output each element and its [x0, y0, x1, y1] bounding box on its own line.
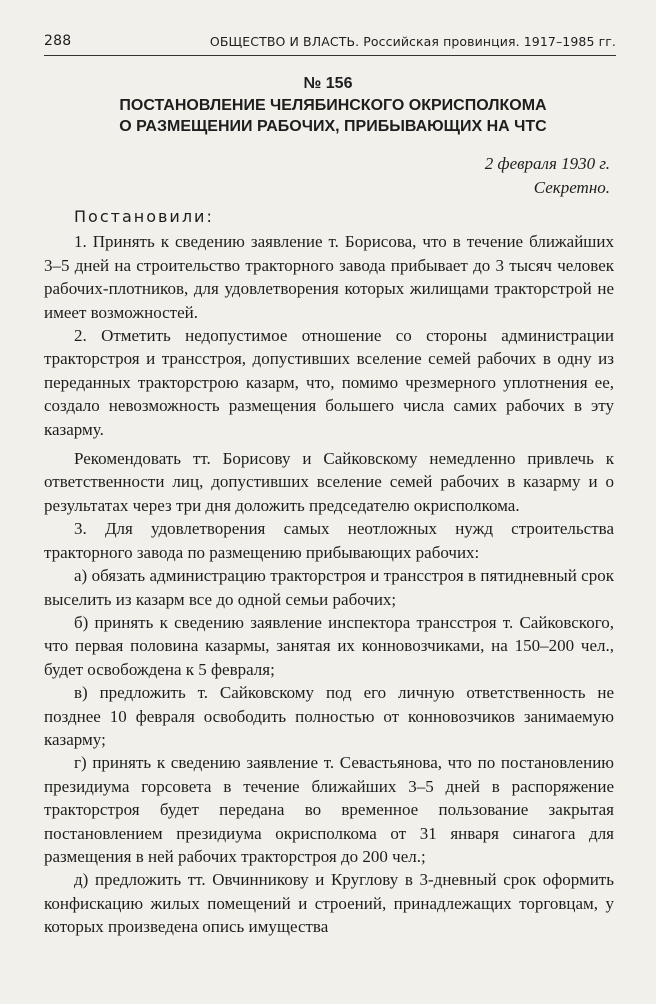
paragraph-9: д) предложить тт. Овчинникову и Круглову в 3-дневный срок оформить конфискацию жилых помещений и строений, принадлежащих торговцам, у которых произведена опись имущества — [44, 870, 614, 937]
paragraph-1: 1. Принять к сведению заявление т. Борисова, что в течение ближайших 3–5 дней на строительство тракторного завода прибывает до 3 тысяч человек рабочих-плотников, для удовлетворения которых жилищами тракторстрой не имеет возможностей. — [44, 232, 614, 322]
running-title: ОБЩЕСТВО И ВЛАСТЬ. Российская провинция. 1917–1985 гг. — [209, 34, 616, 49]
paragraph-6: б) принять к сведению заявление инспектора трансстроя т. Сайковского, что первая половина казармы, занятая их конновозчиками, на 150–200 чел., будет освобождена к 5 февраля; — [44, 612, 614, 679]
document-title-line-1: ПОСТАНОВЛЕНИЕ ЧЕЛЯБИНСКОГО ОКРИСПОЛКОМА — [119, 97, 547, 114]
paragraph-2: 2. Отметить недопустимое отношение со стороны администрации тракторстроя и трансстроя, допустивших вселение семей рабочих в одну из переданных тракторстрою казарм, что, помимо чрезмерного уплотнения ее, создало невозможность размещения большего числа самих рабочих в эту казарму. — [44, 326, 614, 439]
paragraph-5: а) обязать администрацию тракторстроя и трансстроя в пятидневный срок выселить из казарм все до одной семьи рабочих; — [44, 566, 614, 609]
running-header — [44, 33, 616, 56]
classification-mark: Секретно. — [533, 178, 610, 197]
paragraph-7: в) предложить т. Сайковскому под его личную ответственность не позднее 10 февраля освободить полностью от конновозчиков занимаемую казарму; — [44, 683, 614, 749]
paragraph-8: г) принять к сведению заявление т. Севастьянова, что по постановлению президиума горсовета в течение ближайших 3–5 дней в распоряжение тракторстроя будет передана во временное пользование закрытая постановлением президиума окрисполкома от 31 января синагога для размещения в ней рабочих тракторстроя до 200 чел.; — [44, 753, 614, 866]
document-number: № 156 — [303, 75, 353, 92]
paragraph-3: Рекомендовать тт. Борисову и Сайковскому немедленно привлечь к ответственности лиц, допустивших вселение семей рабочих в казарму и о результатах через три дня доложить председателю окрисполкома. — [44, 449, 614, 515]
page-number: 288 — [44, 33, 72, 49]
document-date: 2 февраля 1930 г. — [484, 154, 610, 173]
paragraph-4: 3. Для удовлетворения самых неотложных нужд строительства тракторного завода по размещению прибывающих рабочих: — [44, 519, 614, 562]
document-body — [44, 205, 614, 939]
document-title — [60, 95, 606, 137]
document-title-line-2: О РАЗМЕЩЕНИИ РАБОЧИХ, ПРИБЫВАЮЩИХ НА ЧТС — [119, 118, 547, 135]
resolved-heading: Постановили: — [74, 207, 214, 226]
